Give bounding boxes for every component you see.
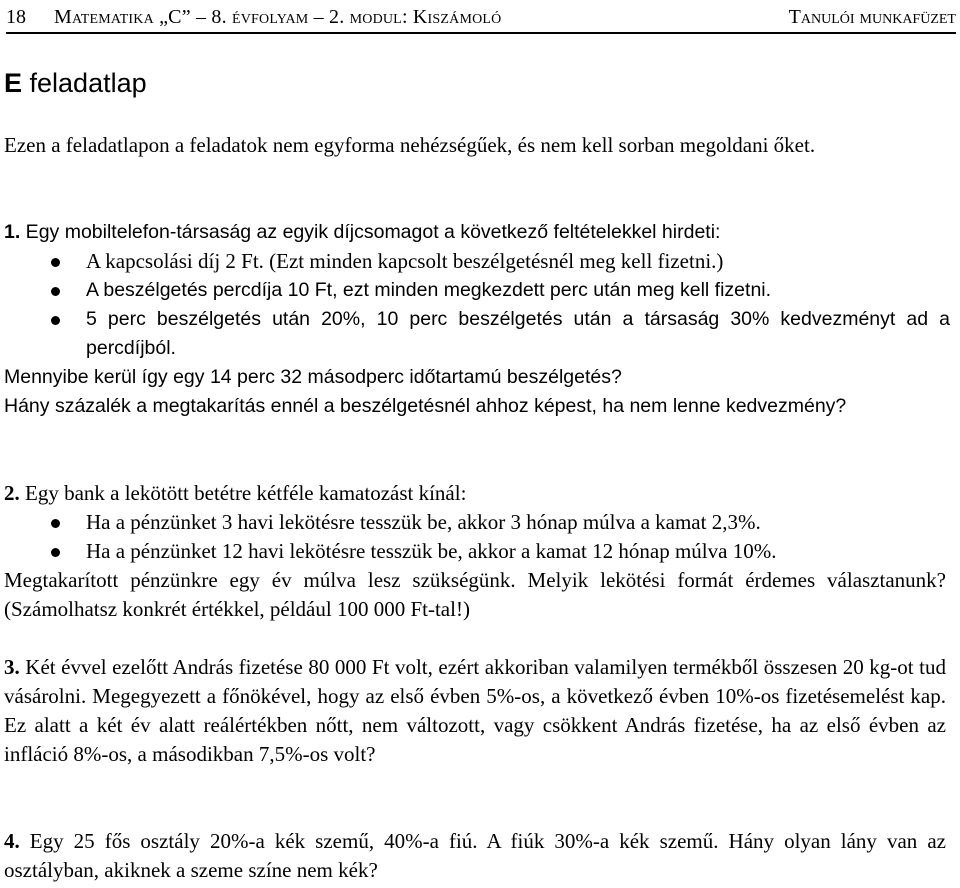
header-title: Matematika „C” – 8. évfolyam – 2. modul: Kiszámoló <box>54 6 502 28</box>
task-2-bullets <box>0 508 950 566</box>
task-3-number: 3. <box>4 655 20 679</box>
bullet-icon <box>51 519 60 528</box>
task-2-question: Megtakarított pénzünkre egy év múlva lesz szükségünk. Melyik lekötési formát érdemes választanunk? (Számolhatsz konkrét értékkel, például 100 000 Ft-tal!) <box>4 568 946 621</box>
task-2-text: Egy bank a lekötött betétre kétféle kamatozást kínál: <box>19 481 467 505</box>
task-1-question-1: Mennyibe kerül így egy 14 perc 32 másodperc időtartamú beszélgetés? <box>4 366 622 388</box>
task-3 <box>4 653 946 769</box>
page-title <box>4 66 147 100</box>
title-letter: E <box>4 68 23 98</box>
task-1-intro <box>4 218 946 247</box>
bullet-icon <box>51 287 60 296</box>
title-rest: feladatlap <box>22 68 147 98</box>
task-4-number: 4. <box>4 829 20 853</box>
task-1-text: Egy mobiltelefon-társaság az egyik díjcsomagot a következő feltételekkel hirdeti: <box>20 221 721 243</box>
intro-text: Ezen a feladatlapon a feladatok nem egyforma nehézségűek, és nem kell sorban megoldani őket. <box>4 133 816 157</box>
bullet-icon <box>51 548 60 557</box>
task-4 <box>4 827 946 885</box>
task-2-intro <box>4 479 946 508</box>
list-item: Ha a pénzünket 3 havi lekötésre tesszük be, akkor 3 hónap múlva a kamat 2,3%. <box>0 508 950 537</box>
list-item: 5 perc beszélgetés után 20%, 10 perc beszélgetés után a társaság 30% kedvezményt ad a percdíjból. <box>0 305 950 363</box>
list-item: A beszélgetés percdíja 10 Ft, ezt minden megkezdett perc után meg kell fizetni. <box>0 276 950 305</box>
header-right: Tanulói munkafüzet <box>788 6 956 28</box>
task-3-text: Két évvel ezelőtt András fizetése 80 000 Ft volt, ezért akkoriban valamilyen termékből összesen 20 kg-ot tud vásárolni. Megegyezett a főnökével, hogy az első évben 5%-os, a következő évben 10%-os fizetésemelést kap. Ez alatt a két év alatt reálértékben nőtt, nem változott, vagy csökkent András fizetése, ha az első évben az infláció 8%-os, a másodikban 7,5%-os volt? <box>4 655 946 766</box>
task-4-text: Egy 25 fős osztály 20%-a kék szemű, 40%-a fiú. A fiúk 30%-a kék szemű. Hány olyan lány van az osztályban, akiknek a szeme színe nem kék? <box>4 829 946 882</box>
task-1-bullets <box>0 247 950 363</box>
list-item: Ha a pénzünket 12 havi lekötésre tesszük be, akkor a kamat 12 hónap múlva 10%. <box>0 537 950 566</box>
bullet-icon <box>51 316 60 325</box>
page-header <box>6 4 956 34</box>
list-item: A kapcsolási díj 2 Ft. (Ezt minden kapcsolt beszélgetésnél meg kell fizetni.) <box>0 247 950 276</box>
task-1-number: 1. <box>4 221 21 243</box>
task-2-number: 2. <box>4 481 20 505</box>
page-number: 18 <box>6 6 26 28</box>
task-1-question-2: Hány százalék a megtakarítás ennél a beszélgetésnél ahhoz képest, ha nem lenne kedvezmény? <box>4 395 847 417</box>
bullet-icon <box>51 258 60 267</box>
